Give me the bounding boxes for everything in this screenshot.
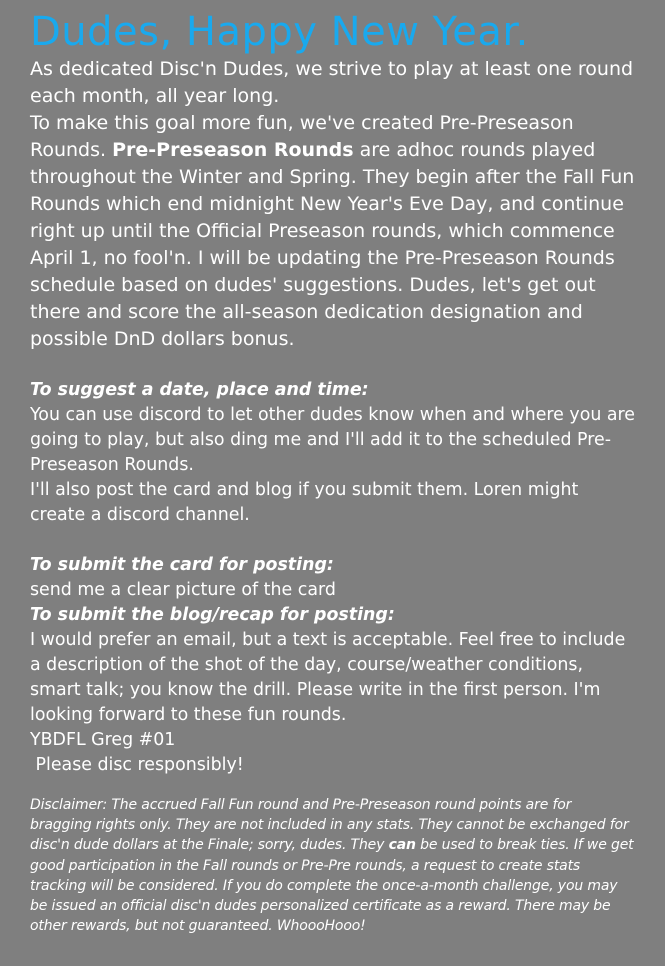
blog-text: I would prefer an email, but a text is acceptable. Feel free to include a description of the shot of the day, course/weather conditions, smart talk; you know the drill. Please write in the first person. I'm looking forward to these fun rounds. xyxy=(30,630,626,725)
intro-text-end: are adhoc rounds played throughout the Winter and Spring. They begin after the Fall Fun Rounds which end midnight New Year's Eve Day, and continue right up until the Official Preseason rounds, which commence April 1, no fool'n. I will be updating the Pre-Preseason Rounds schedule based on dudes' suggestions. Dudes, let's get out there and score the all-season dedication designation and possible DnD dollars bonus. xyxy=(30,139,635,350)
spacer xyxy=(30,528,635,553)
suggest-paragraph-1: You can use discord to let other dudes know when and where you are going to play, but also ding me and I'll add it to the scheduled Pre-Preseason Rounds. xyxy=(30,405,636,475)
blog-heading: To submit the blog/recap for posting: xyxy=(30,605,395,625)
intro-section xyxy=(30,56,635,353)
disclaimer xyxy=(30,795,635,936)
intro-text-start: To make this goal more fun, we've created Pre-Preseason Rounds. xyxy=(30,112,574,161)
spacer xyxy=(30,353,635,378)
intro-bold-term: Pre-Preseason Rounds xyxy=(112,139,354,161)
suggest-heading: To suggest a date, place and time: xyxy=(30,380,369,400)
closing-line: Please disc responsibly! xyxy=(30,755,244,775)
intro-paragraph-2 xyxy=(30,110,635,353)
instructions-section xyxy=(30,353,635,778)
card-heading: To submit the card for posting: xyxy=(30,555,334,575)
disclaimer-text-end: be used to break ties. If we get good participation in the Fall rounds or Pre-Pre rounds, a request to create stats tracking will be considered. If you do complete the once-a-month challenge, you may be issued an official disc'n dudes personalized certificate as a reward. There may be other rewards, but not guaranteed. WhoooHooo! xyxy=(30,837,634,935)
disclaimer-bold-word: can xyxy=(388,837,416,854)
suggest-paragraph-2: I'll also post the card and blog if you submit them. Loren might create a discord channel. xyxy=(30,480,579,525)
card-text: send me a clear picture of the card xyxy=(30,580,336,600)
intro-paragraph-1: As dedicated Disc'n Dudes, we strive to play at least one round each month, all year long. xyxy=(30,58,634,107)
page-title: Dudes, Happy New Year. xyxy=(30,9,529,55)
signature: YBDFL Greg #01 xyxy=(30,730,176,750)
disclaimer-text-start: Disclaimer: The accrued Fall Fun round and Pre-Preseason round points are for bragging rights only. They are not included in any stats. They cannot be exchanged for disc'n dude dollars at the Finale; sorry, dudes. They xyxy=(30,797,629,854)
